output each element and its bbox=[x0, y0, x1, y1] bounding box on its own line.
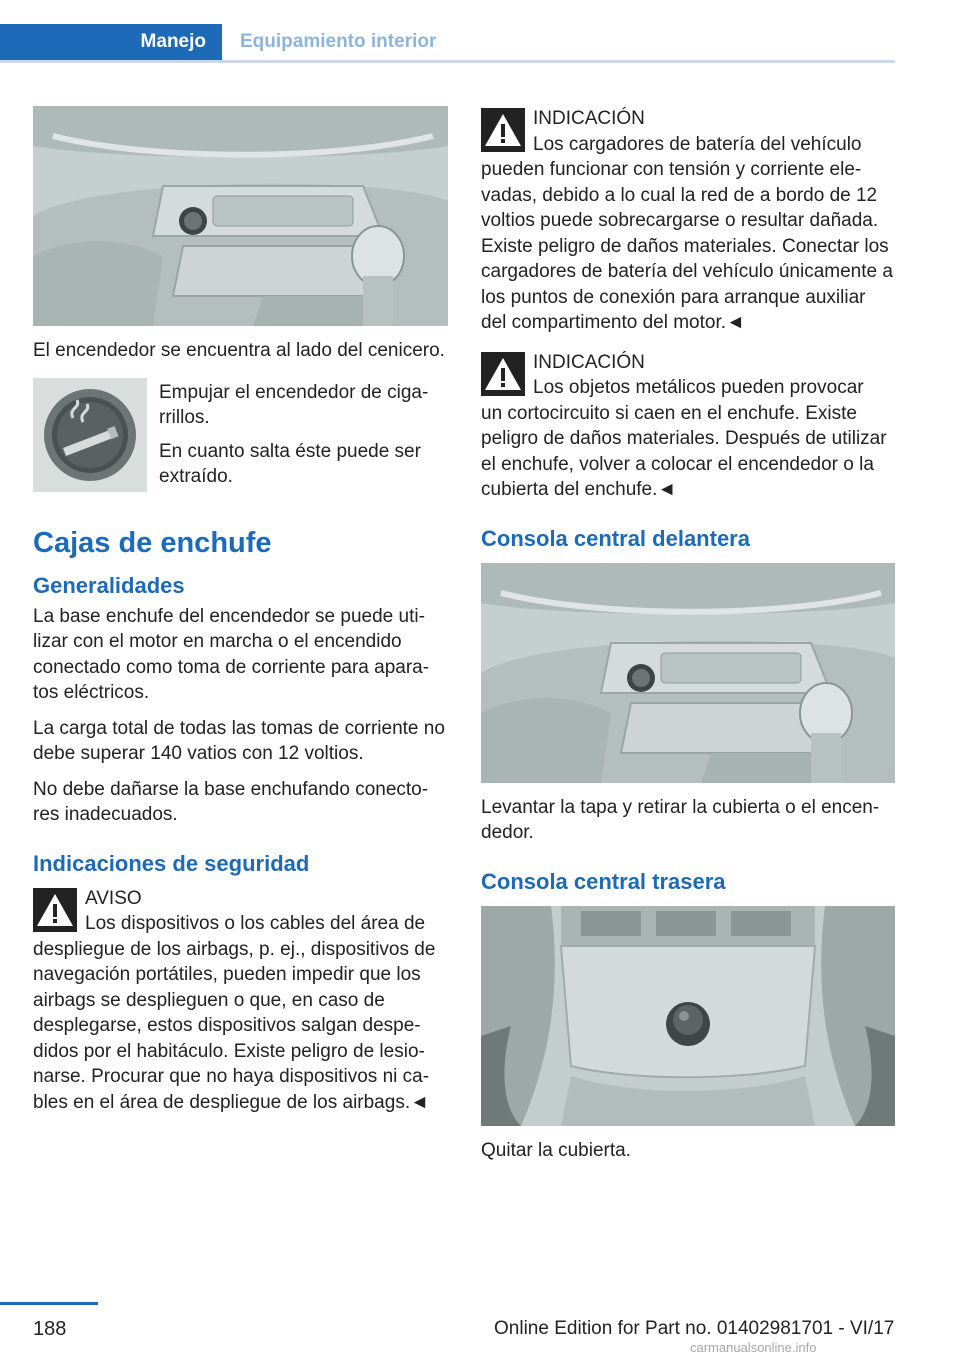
footer-bar bbox=[0, 1302, 98, 1305]
rear-console-photo bbox=[481, 906, 895, 1126]
right-column bbox=[481, 106, 895, 1173]
lighter-instructions bbox=[33, 378, 448, 500]
front-console-caption: Levantar la tapa y retirar la cubierta o el encendedor. bbox=[481, 796, 880, 843]
page-number: 188 bbox=[33, 1318, 67, 1340]
note2-text: un cortocircuito si caen en el enchufe. Existe peligro de daños materiales. Después de utilizar el enchufe, volver a colocar el encendedor o la cubierta del enchufe.◄ bbox=[481, 402, 887, 500]
header-tab-equipamiento: Equipamiento interior bbox=[240, 31, 437, 52]
note1-first-line: Los cargadores de batería del vehículo bbox=[533, 133, 862, 155]
note-block-2 bbox=[481, 350, 895, 503]
section-title-cajas: Cajas de enchufe bbox=[33, 526, 272, 559]
general-paragraph-1: La base enchufe del encendedor se puede utilizar con el motor en marcha o el encendido conectado como toma de corriente para aparatos eléctricos. bbox=[33, 605, 430, 703]
note2-first-line: Los objetos metálicos pueden provocar bbox=[533, 377, 864, 398]
subsection-rear-console: Consola central trasera bbox=[481, 868, 726, 894]
left-column bbox=[33, 106, 448, 1127]
note1-text: pueden funcionar con tensión y corriente elevadas, debido a lo cual la red de a bordo de 12 voltios puede sobrecargarse o resultar dañada. Existe peligro de daños materiales. Conectar los cargadores de batería del vehículo únicamente a los puntos de conexión para arranque auxiliar del compartimento del motor.◄ bbox=[481, 159, 893, 333]
note-block-1 bbox=[481, 106, 895, 336]
warning-triangle-icon bbox=[33, 888, 77, 932]
console-photo-lighter bbox=[33, 106, 448, 326]
watermark: carmanualsonline.info bbox=[690, 1340, 817, 1355]
rear-console-caption: Quitar la cubierta. bbox=[481, 1139, 631, 1161]
general-paragraph-3: No debe dañarse la base enchufando conectores inadecuados. bbox=[33, 778, 429, 825]
warning-triangle-icon bbox=[481, 108, 525, 152]
subsection-generalidades: Generalidades bbox=[33, 572, 185, 598]
warning-block bbox=[33, 886, 448, 1116]
subsection-seguridad: Indicaciones de seguridad bbox=[33, 850, 310, 876]
page-header bbox=[0, 0, 895, 62]
header-tab-manejo: Manejo bbox=[0, 24, 222, 60]
note1-label: INDICACIÓN bbox=[533, 108, 645, 129]
general-paragraph-2: La carga total de todas las tomas de corriente no debe superar 140 vatios con 12 voltios. bbox=[33, 717, 445, 764]
warning-label: AVISO bbox=[85, 887, 142, 909]
note2-label: INDICACIÓN bbox=[533, 351, 645, 373]
header-divider bbox=[0, 60, 895, 63]
lighter-text-push: Empujar el encendedor de cigarrillos. bbox=[159, 381, 429, 428]
cigarette-lighter-icon bbox=[33, 378, 147, 492]
lighter-caption: El encendedor se encuentra al lado del cenicero. bbox=[33, 340, 445, 361]
subsection-front-console: Consola central delantera bbox=[481, 525, 750, 551]
warning-first-line: Los dispositivos o los cables del área de bbox=[85, 913, 426, 934]
edition-text: Online Edition for Part no. 01402981701 - VI/17 bbox=[494, 1318, 895, 1339]
lighter-text-remove: En cuanto salta éste puede ser extraído. bbox=[159, 440, 421, 487]
warning-text: despliegue de los airbags, p. ej., dispositivos de navegación portátiles, pueden impedir que los airbags se desplieguen o que, en caso de desplegarse, estos dispositivos salgan despedidos por el habitáculo. Existe peligro de lesionarse. Procurar que no haya dispositivos ni cables en el área de despliegue de los airbags.◄ bbox=[33, 938, 436, 1113]
front-console-photo bbox=[481, 563, 895, 783]
warning-triangle-icon bbox=[481, 352, 525, 396]
